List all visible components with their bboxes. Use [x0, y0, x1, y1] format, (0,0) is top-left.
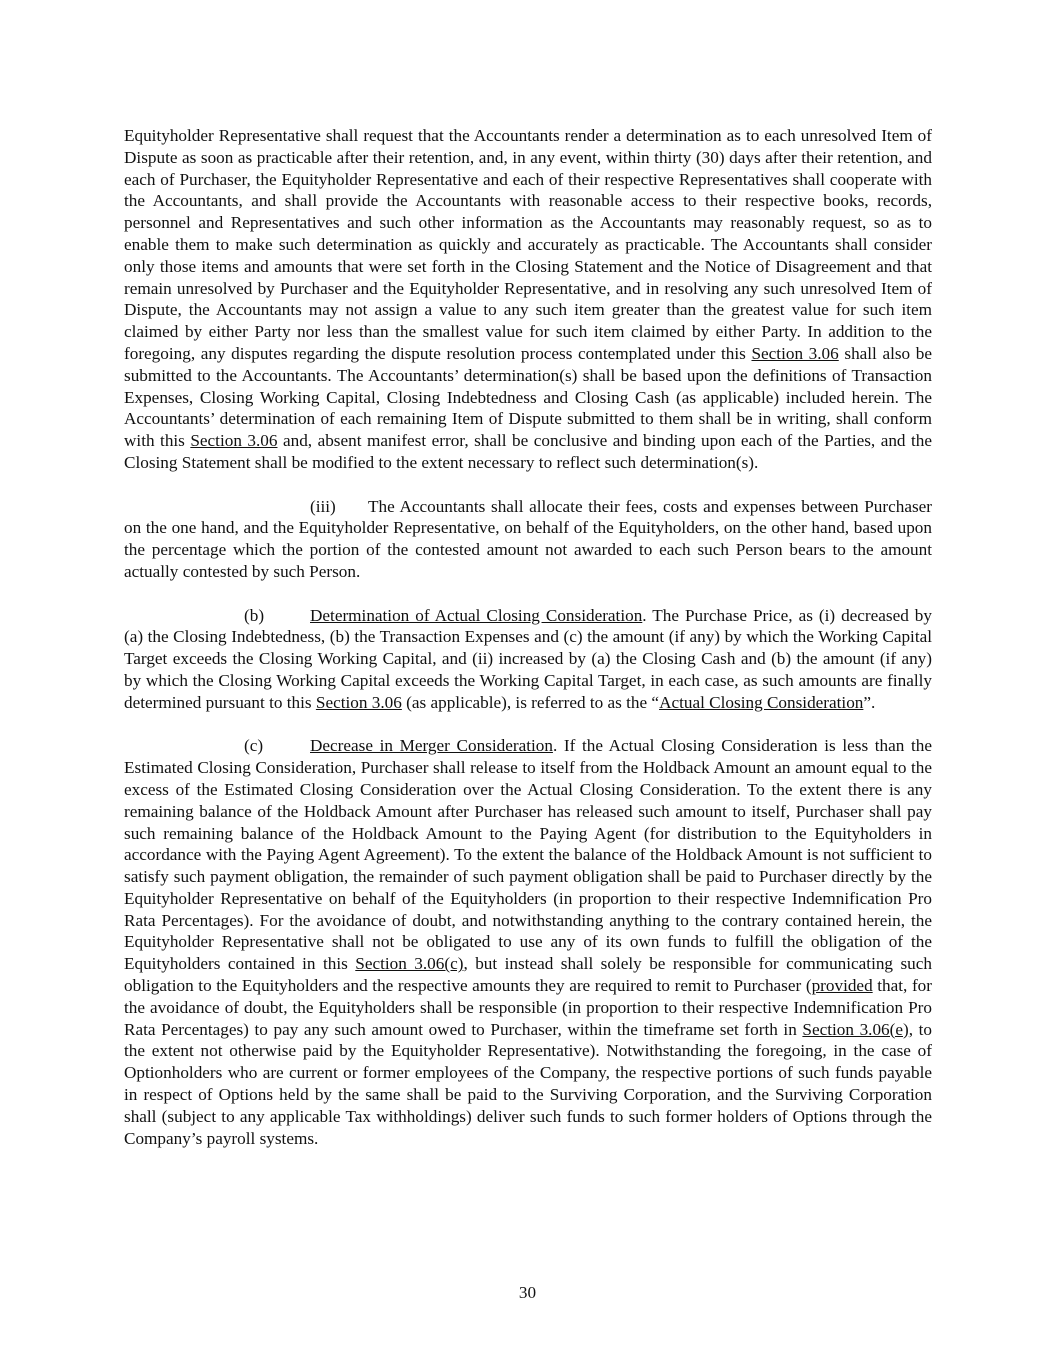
document-page	[124, 125, 932, 1171]
paragraph-c-decrease-merger-consideration	[124, 735, 932, 1149]
clause-label: (iii)	[310, 496, 336, 516]
text: . If the Actual Closing Consideration is less than the Estimated Closing Consideration, Purchaser shall release to itself from the Holdback Amount an amount equal to the excess of the Estimated Closing Consideration over the Actual Closing Consideration. To the extent there is any remaining balance of the Holdback Amount after Purchaser has released such amount to itself, Purchaser shall pay such remaining balance of the Holdback Amount to the Paying Agent (for distribution to the Equityholders in accordance with the Paying Agent Agreement). To the extent the balance of the Holdback Amount is not sufficient to satisfy such payment obligation, the remainder of such payment obligation shall be paid to Purchaser directly by the Equityholder Representative on behalf of the Equityholders (in proportion to their respective Indemnification Pro Rata Percentages). For the avoidance of doubt, and notwithstanding anything to the contrary contained herein, the Equityholder Representative shall not be obligated to use any of its own funds to fulfill the obligation of the Equityholders contained in this	[124, 736, 932, 974]
section-ref[interactable]: Section 3.06(e)	[802, 1019, 909, 1039]
page-number: 30	[518, 1283, 537, 1302]
clause-heading: Decrease in Merger Consideration	[310, 736, 553, 756]
text: ”.	[863, 692, 876, 712]
text: The Accountants shall allocate their fees, costs and expenses between Purchaser on the one hand, and the Equityholder Representative, on behalf of the Equityholders, on the other hand, based upon the percentage which the portion of the contested amount not awarded to each such Person bears to the amount actually contested by such Person.	[124, 496, 932, 581]
clause-label: (b)	[244, 605, 265, 625]
text: (as applicable), is referred to as the “	[401, 692, 660, 712]
paragraph-b-actual-closing-consideration	[124, 605, 932, 714]
defined-term: Actual Closing Consideration	[659, 692, 864, 712]
clause-label: (c)	[244, 736, 264, 756]
text: . The Purchase Price, as (i) decreased by (a) the Closing Indebtedness, (b) the Transaction Expenses and (c) the amount (if any) by which the Working Capital Target exceeds the Closing Working Capital, and (ii) increased by (a) the Closing Cash and (b) the amount (if any) by which the Closing Working Capital exceeds the Working Capital Target, in each case, as such amounts are finally determined pursuant to this	[124, 605, 932, 712]
paragraph-iii-fees	[124, 496, 932, 583]
paragraph-accountants-determination	[124, 125, 932, 474]
text: , to the extent not otherwise paid by the Equityholder Representative). Notwithstanding the foregoing, in the case of Optionholders who are current or former employees of the Company, the respective portions of such funds payable in respect of Options held by the same shall be paid to the Surviving Corporation, and the Surviving Corporation shall (subject to any applicable Tax withholdings) deliver such funds to such former holders of Options through the Company’s payroll systems.	[124, 1019, 932, 1148]
clause-heading: Determination of Actual Closing Consideration	[310, 605, 643, 625]
text: shall also be submitted to the Accountants. The Accountants’ determination(s) shall be based upon the definitions of Transaction Expenses, Closing Working Capital, Closing Indebtedness and Closing Cash (as applicable) included herein. The Accountants’ determination of each remaining Item of Dispute submitted to them shall be in writing, shall conform with this	[124, 343, 932, 451]
text: , but instead shall solely be responsible for communicating such obligation to the Equityholders and the respective amounts they are required to remit to Purchaser (	[124, 954, 932, 996]
text: Equityholder Representative shall request that the Accountants render a determination as to each unresolved Item of Dispute as soon as practicable after their retention, and, in any event, within thirty (30) days after their retention, and each of Purchaser, the Equityholder Representative and each of their respective Representatives shall cooperate with the Accountants, and shall provide the Accountants with reasonable access to their respective books, records, personnel and Representatives and such other information as the Accountants may reasonably request, so as to enable them to make such determination as quickly and accurately as practicable. The Accountants shall consider only those items and amounts that were set forth in the Closing Statement and the Notice of Disagreement and that remain unresolved by Purchaser and the Equityholder Representative, and in resolving any such unresolved Item of Dispute, the Accountants may not assign a value to any such item greater than the greatest value for such item claimed by either Party nor less than the smallest value for such item claimed by either Party. In addition to the foregoing, any disputes regarding the dispute resolution process contemplated under this	[124, 126, 932, 363]
text: that, for the avoidance of doubt, the Equityholders shall be responsible (in proportion to their respective Indemnification Pro Rata Percentages) to pay any such amount owed to Purchaser, within the timeframe set forth in	[124, 976, 932, 1039]
section-ref[interactable]: Section 3.06	[190, 431, 278, 451]
section-ref[interactable]: Section 3.06(c)	[355, 954, 464, 974]
provided-term: provided	[811, 976, 873, 996]
section-ref[interactable]: Section 3.06	[315, 692, 402, 712]
section-ref[interactable]: Section 3.06	[751, 343, 839, 363]
text: and, absent manifest error, shall be conclusive and binding upon each of the Parties, and the Closing Statement shall be modified to the extent necessary to reflect such determination(s).	[124, 431, 932, 472]
